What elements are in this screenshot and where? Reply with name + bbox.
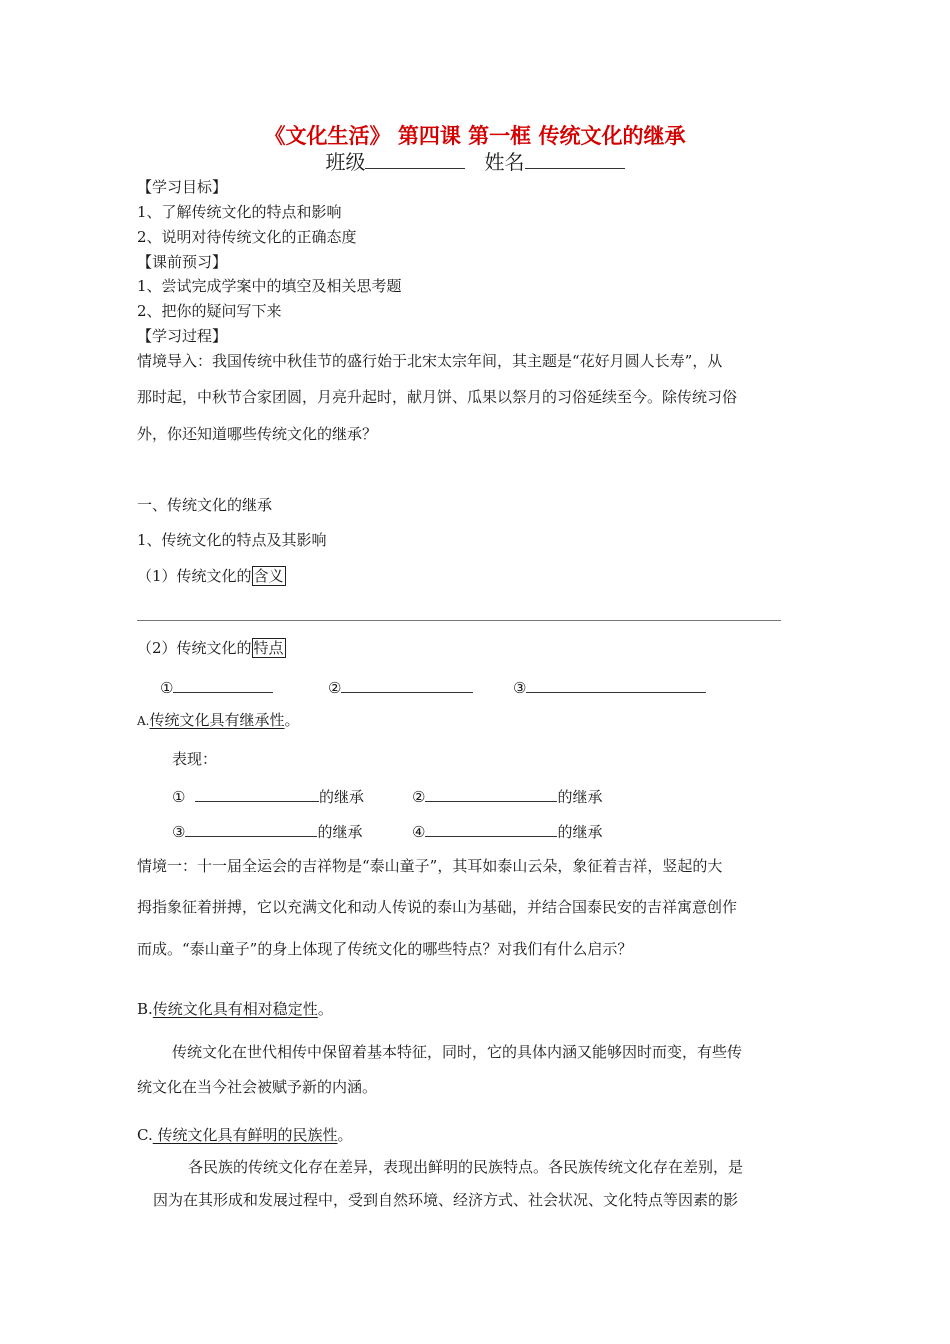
circle-mark: ③ <box>172 823 186 841</box>
paragraph-line: 传统文化在世代相传中保留着基本特征，同时，它的具体内涵又能够因时而变，有些传 <box>172 1043 743 1061</box>
scenario-line: 而成。“泰山童子”的身上体现了传统文化的哪些特点？对我们有什么启示？ <box>137 940 633 958</box>
name-label: 姓名 <box>484 150 525 174</box>
inherit-item-4: ④ 的继承 <box>412 823 603 841</box>
inherit-item-1: ① 的继承 <box>172 788 365 806</box>
inherit-item-3: ③ 的继承 <box>172 823 363 841</box>
feature-blank-3 <box>513 677 706 697</box>
point-c: C. 传统文化具有鲜明的民族性。 <box>137 1126 353 1144</box>
circle-mark: ① <box>160 679 174 697</box>
answer-line[interactable] <box>137 620 781 621</box>
inherit-item-2: ② 的继承 <box>412 788 603 806</box>
point-b: B.传统文化具有相对稳定性。 <box>137 1000 333 1018</box>
circle-mark: ② <box>412 788 426 806</box>
class-label: 班级 <box>325 150 366 174</box>
biaoxian-label: 表现： <box>172 750 218 768</box>
circle-mark: ④ <box>412 823 426 841</box>
boxed-term-features: 特点 <box>253 639 284 657</box>
fill-blank[interactable] <box>173 677 273 693</box>
process-header: 【学习过程】 <box>137 327 228 345</box>
fill-blank[interactable] <box>185 821 317 837</box>
preview-header: 【课前预习】 <box>137 253 228 271</box>
preview-item: 2、把你的疑问写下来 <box>137 302 282 320</box>
scenario-line: 情境一：十一届全运会的吉祥物是“泰山童子”，其耳如泰山云朵，象征着吉祥，竖起的大 <box>137 857 723 875</box>
document-title: 《文化生活》 第四课 第一框 传统文化的继承 <box>264 124 686 148</box>
class-blank[interactable] <box>365 153 465 169</box>
paragraph-line: 因为在其形成和发展过程中，受到自然环境、经济方式、社会状况、文化特点等因素的影 <box>153 1191 739 1209</box>
point-label: B. <box>137 1000 153 1018</box>
paragraph-line: 统文化在当今社会被赋予新的内涵。 <box>137 1078 378 1096</box>
question-features <box>137 639 286 657</box>
point-text: 传统文化具有相对稳定性 <box>152 1000 318 1018</box>
circle-mark: ② <box>328 679 342 697</box>
boxed-term-meaning: 含义 <box>253 567 284 585</box>
intro-line: 情境导入：我国传统中秋佳节的盛行始于北宋太宗年间，其主题是“花好月圆人长寿”，从 <box>137 352 723 370</box>
point-text: 传统文化具有鲜明的民族性 <box>152 1126 338 1144</box>
question-prefix: （1）传统文化的 <box>137 567 252 585</box>
goal-item: 2、说明对待传统文化的正确态度 <box>137 228 357 246</box>
fill-blank[interactable] <box>425 821 557 837</box>
fill-blank[interactable] <box>425 786 557 802</box>
intro-line: 外，你还知道哪些传统文化的继承？ <box>137 425 378 443</box>
goal-item: 1、了解传统文化的特点和影响 <box>137 203 342 221</box>
name-blank[interactable] <box>525 153 625 169</box>
section-heading: 一、传统文化的继承 <box>137 496 273 514</box>
fill-blank[interactable] <box>195 786 319 802</box>
feature-blank-2 <box>328 677 473 697</box>
class-name-line <box>0 150 950 174</box>
circle-mark: ③ <box>513 679 527 697</box>
goals-header: 【学习目标】 <box>137 178 228 196</box>
subsection-heading: 1、传统文化的特点及其影响 <box>137 531 327 549</box>
point-label: C. <box>137 1126 153 1144</box>
circle-mark: ① <box>172 788 186 806</box>
preview-item: 1、尝试完成学案中的填空及相关思考题 <box>137 277 402 295</box>
point-text: 传统文化具有继承性 <box>149 711 285 729</box>
fill-blank[interactable] <box>526 677 706 693</box>
feature-blank-1 <box>160 677 273 697</box>
scenario-line: 拇指象征着拼搏，它以充满文化和动人传说的泰山为基础，并结合国泰民安的吉祥寓意创作 <box>137 898 738 916</box>
intro-line: 那时起，中秋节合家团圆，月亮升起时，献月饼、瓜果以祭月的习俗延续至今。除传统习俗 <box>137 388 738 406</box>
point-label: A. <box>137 714 150 728</box>
point-a: A.传统文化具有继承性。 <box>137 711 300 729</box>
question-prefix: （2）传统文化的 <box>137 639 252 657</box>
question-meaning <box>137 567 286 585</box>
paragraph-line: 各民族的传统文化存在差异，表现出鲜明的民族特点。各民族传统文化存在差别，是 <box>188 1158 744 1176</box>
fill-blank[interactable] <box>341 677 473 693</box>
